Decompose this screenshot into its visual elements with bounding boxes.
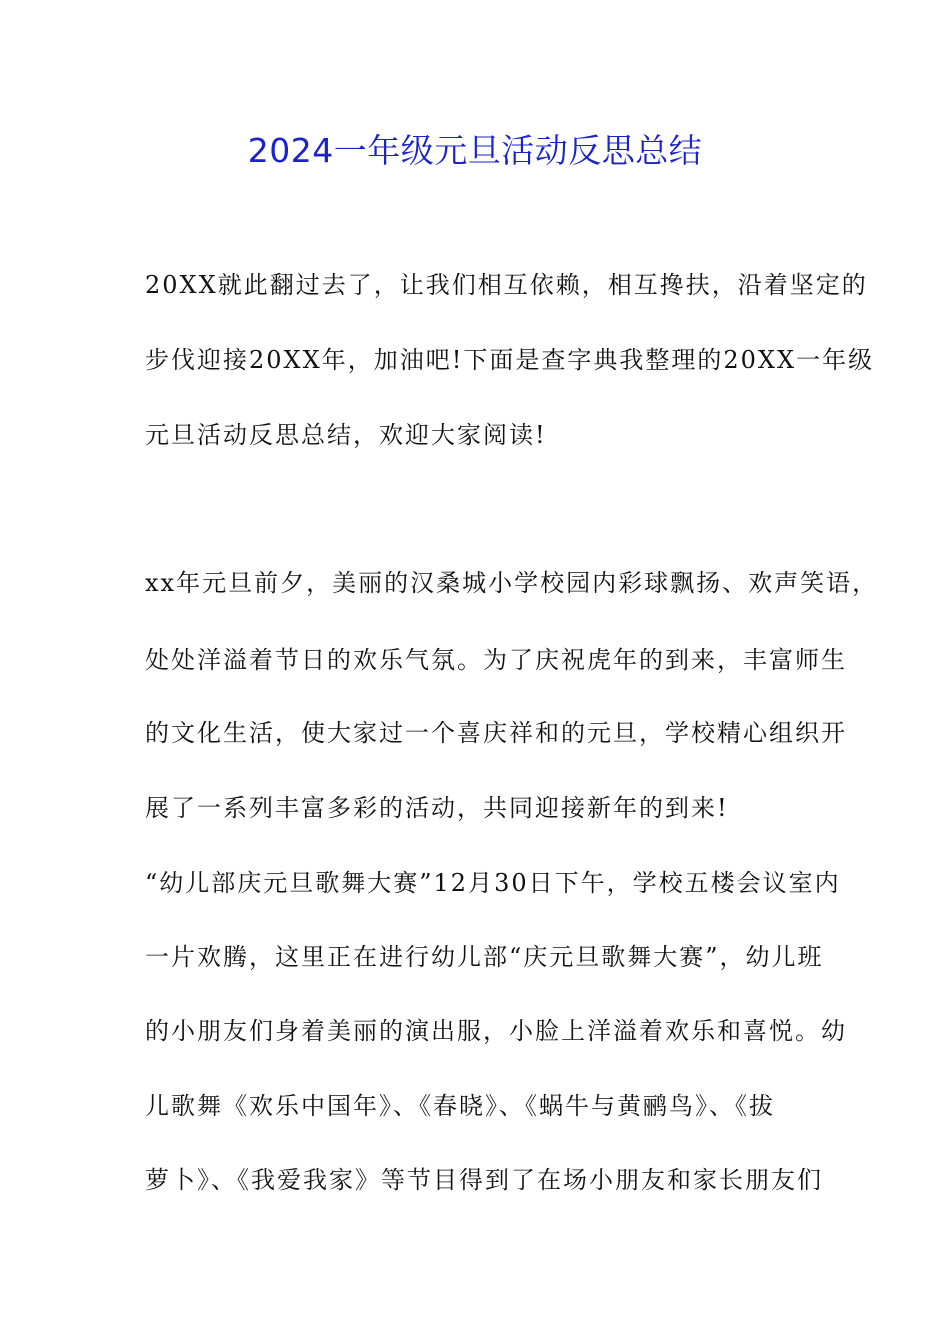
- paragraph-line: 步伐迎接20XX年，加油吧!下面是查字典我整理的20XX一年级: [145, 346, 875, 374]
- paragraph-line: 20XX就此翻过去了，让我们相互依赖，相互搀扶，沿着坚定的: [145, 271, 868, 299]
- paragraph-line: 萝卜》、《我爱我家》等节目得到了在场小朋友和家长朋友们: [145, 1166, 823, 1194]
- paragraph-line: 展了一系列丰富多彩的活动，共同迎接新年的到来!: [145, 794, 729, 822]
- paragraph-line: 的文化生活，使大家过一个喜庆祥和的元旦，学校精心组织开: [145, 719, 847, 747]
- paragraph-line: 的小朋友们身着美丽的演出服，小脸上洋溢着欢乐和喜悦。幼: [145, 1017, 847, 1045]
- paragraph-line: xx年元旦前夕，美丽的汉桑城小学校园内彩球飘扬、欢声笑语，: [145, 569, 879, 597]
- paragraph-line: 处处洋溢着节日的欢乐气氛。为了庆祝虎年的到来，丰富师生: [145, 646, 847, 674]
- document-title: 2024一年级元旦活动反思总结: [247, 131, 703, 170]
- paragraph-line: 儿歌舞《欢乐中国年》、《春晓》、《蜗牛与黄鹂鸟》、《拔: [145, 1092, 775, 1120]
- paragraph-line: “幼儿部庆元旦歌舞大赛”12月30日下午，学校五楼会议室内: [145, 869, 841, 897]
- paragraph-line: 元旦活动反思总结，欢迎大家阅读!: [145, 421, 547, 449]
- paragraph-line: 一片欢腾，这里正在进行幼儿部“庆元旦歌舞大赛”，幼儿班: [145, 943, 824, 971]
